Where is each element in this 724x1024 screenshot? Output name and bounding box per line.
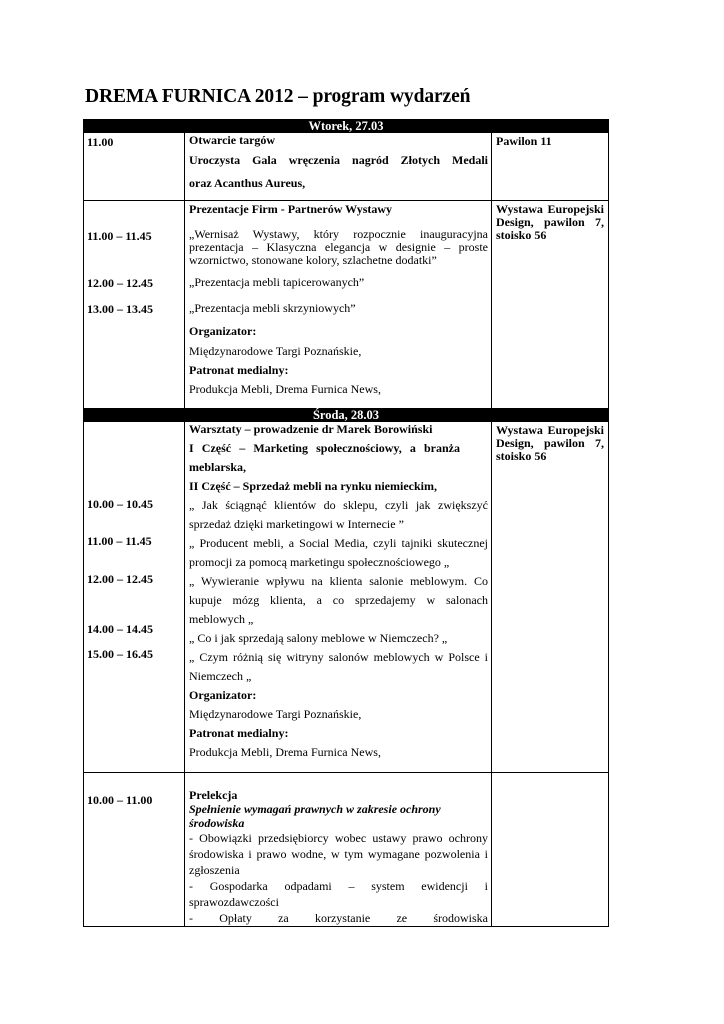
event-cell [185,422,492,773]
time-cell [84,133,185,201]
organizer-name: Międzynarodowe Targi Poznańskie, [189,707,362,721]
event-cell [185,201,492,409]
day-header-row [84,409,609,422]
event-row [84,133,609,201]
event-line: „ Jak ściągnąć klientów do sklepu, czyli jak zwiększyć sprzedaż dzięki marketingowi w Internecie ” [189,498,488,531]
location-cell: Wystawa Europejski Design, pawilon 7, stoisko 56 [492,422,609,773]
event-line: II Część – Sprzedaż mebli na rynku niemieckim, [189,479,437,493]
patron-label: Patronat medialny: [189,363,289,377]
time-cell [84,773,185,927]
event-time: 14.00 – 14.45 [87,622,153,636]
day-header: Wtorek, 27.03 [84,120,609,133]
organizer-name: Międzynarodowe Targi Poznańskie, [189,344,362,358]
event-row [84,422,609,773]
event-line: - Gospodarka odpadami – system ewidencji i sprawozdawczości [189,879,488,909]
event-time: 13.00 – 13.45 [87,302,153,316]
event-line: „ Wywieranie wpływu na klienta salonie meblowym. Co kupuje mózg klienta, a co sprzedajemy w salonach meblowych „ [189,574,488,626]
page-title: DREMA FURNICA 2012 – program wydarzeń [85,86,471,107]
event-line: „ Czym różnią się witryny salonów meblowych w Polsce i Niemczech „ [189,650,488,683]
event-title: Prezentacje Firm - Partnerów Wystawy [189,202,393,216]
event-line: Uroczysta Gala wręczenia nagród Złotych Medali [189,153,488,167]
time-cell [84,422,185,773]
event-line: „ Co i jak sprzedają salony meblowe w Niemczech? „ [189,631,448,645]
time-cell [84,201,185,409]
patron-name: Produkcja Mebli, Drema Furnica News, [189,745,381,759]
event-time: 11.00 – 11.45 [87,534,152,548]
event-time: 11.00 [87,135,114,149]
event-title: Prelekcja [189,788,238,802]
event-title: Otwarcie targów [189,133,276,147]
patron-label: Patronat medialny: [189,726,289,740]
event-line: - Opłaty za korzystanie ze środowiska [189,911,488,925]
event-time: 10.00 – 11.00 [87,793,153,807]
event-line: oraz Acanthus Aureus, [189,176,306,190]
event-time: 15.00 – 16.45 [87,647,153,661]
event-time: 12.00 – 12.45 [87,276,153,290]
event-time: 10.00 – 10.45 [87,497,153,511]
event-line: „Prezentacja mebli skrzyniowych” [189,301,356,315]
organizer-label: Organizator: [189,688,257,702]
event-line: „Wernisaż Wystawy, który rozpocznie inauguracyjna prezentacja – Klasyczna elegancja w designie – proste wzornictwo, stonowane kolory, szlachetne dodatki” [189,227,488,267]
organizer-label: Organizator: [189,324,257,338]
location-cell: Pawilon 11 [492,133,609,201]
event-time: 11.00 – 11.45 [87,229,152,243]
event-line: I Część – Marketing społecznościowy, a branża meblarska, [189,441,460,474]
event-row [84,773,609,927]
event-subtitle: Spełnienie wymagań prawnych w zakresie ochrony środowiska [189,802,441,830]
event-cell [185,773,492,927]
location-cell [492,773,609,927]
event-time: 12.00 – 12.45 [87,572,153,586]
event-title: Warsztaty – prowadzenie dr Marek Borowiński [189,422,433,436]
event-line: „ Producent mebli, a Social Media, czyli tajniki skutecznej promocji za pomocą marketingu społecznościowego „ [189,536,488,569]
day-header-row [84,120,609,133]
patron-name: Produkcja Mebli, Drema Furnica News, [189,382,381,396]
location-cell: Wystawa Europejski Design, pawilon 7, stoisko 56 [492,201,609,409]
event-line: - Obowiązki przedsiębiorcy wobec ustawy prawo ochrony środowiska i prawo wodne, w tym wymagane pozwolenia i zgłoszenia [189,831,488,877]
event-cell [185,133,492,201]
event-row [84,201,609,409]
day-header: Środa, 28.03 [84,409,609,422]
program-table [83,119,609,927]
event-line: „Prezentacja mebli tapicerowanych” [189,275,365,289]
